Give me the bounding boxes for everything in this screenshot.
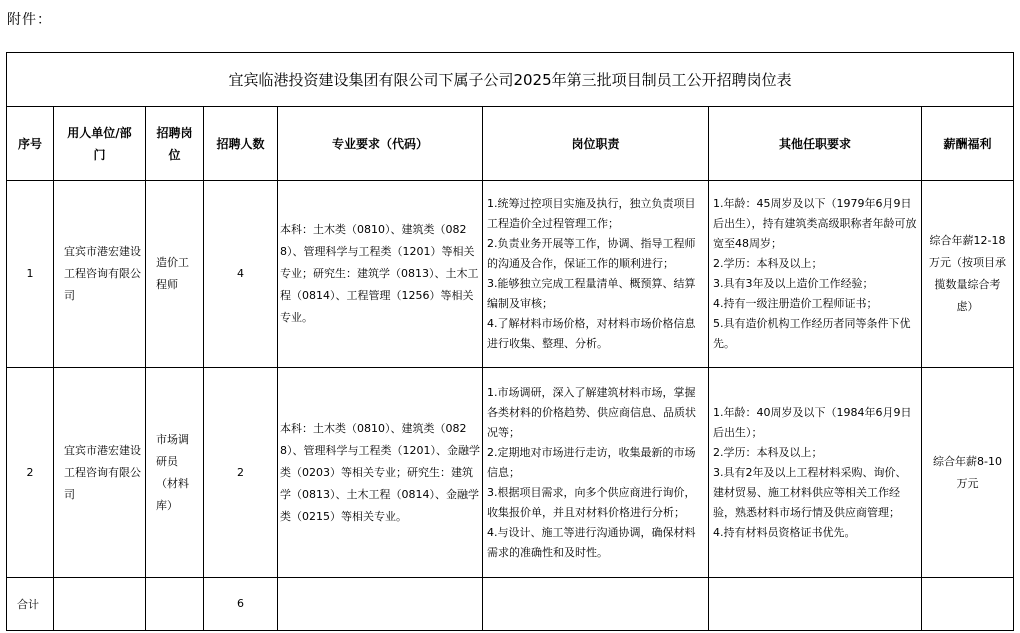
row-unit: 宜宾市港宏建设工程咨询有限公司	[54, 181, 146, 368]
empty-cell	[922, 578, 1014, 631]
requirement-item: 2.学历：本科及以上；	[713, 257, 823, 270]
table-row	[7, 368, 1014, 578]
duty-item: 4.了解材料市场价格，对材料市场价格信息进行收集、整理、分析。	[487, 317, 696, 350]
requirement-item: 2.学历：本科及以上；	[713, 445, 823, 459]
requirement-item: 4.持有材料员资格证书优先。	[713, 525, 856, 539]
requirement-item: 1.年龄：40周岁及以下（1984年6月9日后出生）；	[713, 405, 912, 439]
header-count: 招聘人数	[204, 107, 278, 181]
row-unit: 宜宾市港宏建设工程咨询有限公司	[54, 368, 146, 578]
duty-item: 3.根据项目需求，向多个供应商进行询价，收集报价单，并且对材料价格进行分析；	[487, 485, 696, 519]
total-count: 6	[204, 578, 278, 631]
duty-item: 2.负责业务开展等工作，协调、指导工程师的沟通及合作，保证工作的顺利进行；	[487, 237, 696, 270]
duty-item: 2.定期地对市场进行走访，收集最新的市场信息；	[487, 445, 696, 479]
row-salary: 综合年薪12-18万元（按项目承揽数量综合考虑）	[922, 181, 1014, 368]
total-row	[7, 578, 1014, 631]
header-major: 专业要求（代码）	[278, 107, 483, 181]
header-row	[7, 107, 1014, 181]
duty-item: 1.统筹过控项目实施及执行，独立负责项目工程造价全过程管理工作；	[487, 197, 696, 230]
table-title: 宜宾临港投资建设集团有限公司下属子公司2025年第三批项目制员工公开招聘岗位表	[7, 53, 1014, 107]
header-other: 其他任职要求	[709, 107, 922, 181]
recruitment-table	[6, 52, 1014, 631]
row-duties	[483, 368, 709, 578]
table-row	[7, 181, 1014, 368]
row-seq: 1	[7, 181, 54, 368]
empty-cell	[709, 578, 922, 631]
row-count: 2	[204, 368, 278, 578]
row-salary: 综合年薪8-10万元	[922, 368, 1014, 578]
empty-cell	[278, 578, 483, 631]
empty-cell	[54, 578, 146, 631]
header-seq: 序号	[7, 107, 54, 181]
duty-item: 3.能够独立完成工程量清单、概预算、结算编制及审核；	[487, 277, 696, 310]
row-major: 本科：土木类（0810）、建筑类（0828）、管理科学与工程类（1201）、金融学类（0203）等相关专业；研究生：建筑学（0813）、土木工程（0814）、金融学类（0215）等相关专业。	[278, 368, 483, 578]
row-other-requirements	[709, 368, 922, 578]
row-position: 市场调研员（材料库）	[146, 368, 204, 578]
header-position: 招聘岗位	[146, 107, 204, 181]
requirement-item: 3.具有2年及以上工程材料采购、询价、建材贸易、施工材料供应等相关工作经验，熟悉材料市场行情及供应商管理；	[713, 465, 907, 519]
requirement-item: 1.年龄：45周岁及以下（1979年6月9日后出生），持有建筑类高级职称者年龄可放宽至48周岁；	[713, 197, 917, 250]
header-salary: 薪酬福利	[922, 107, 1014, 181]
duty-item: 4.与设计、施工等进行沟通协调，确保材料需求的准确性和及时性。	[487, 525, 696, 559]
row-count: 4	[204, 181, 278, 368]
row-duties	[483, 181, 709, 368]
empty-cell	[483, 578, 709, 631]
requirement-item: 4.持有一级注册造价工程师证书；	[713, 297, 878, 310]
requirement-item: 3.具有3年及以上造价工作经验；	[713, 277, 874, 290]
header-duties: 岗位职责	[483, 107, 709, 181]
row-other-requirements	[709, 181, 922, 368]
header-unit: 用人单位/部门	[54, 107, 146, 181]
empty-cell	[146, 578, 204, 631]
row-position: 造价工程师	[146, 181, 204, 368]
row-major: 本科：土木类（0810）、建筑类（0828）、管理科学与工程类（1201）等相关专业；研究生：建筑学（0813）、土木工程（0814）、工程管理（1256）等相关专业。	[278, 181, 483, 368]
row-seq: 2	[7, 368, 54, 578]
total-label: 合计	[7, 578, 54, 631]
attachment-label: 附件：	[7, 12, 52, 28]
duty-item: 1.市场调研，深入了解建筑材料市场，掌握各类材料的价格趋势、供应商信息、品质状况等；	[487, 385, 696, 439]
requirement-item: 5.具有造价机构工作经历者同等条件下优先。	[713, 317, 911, 350]
